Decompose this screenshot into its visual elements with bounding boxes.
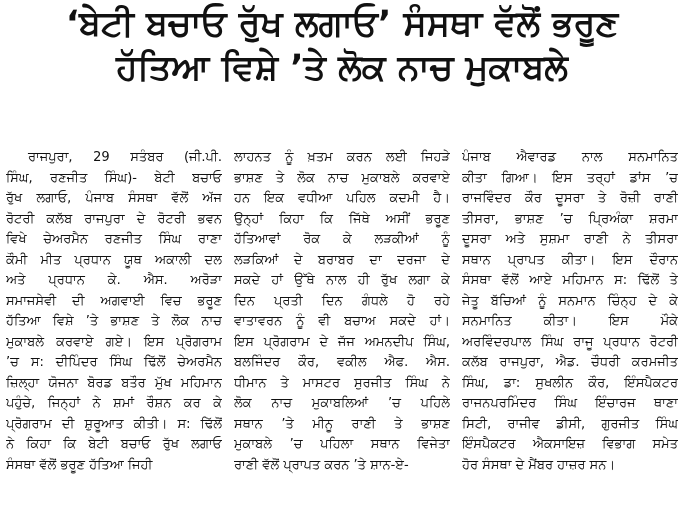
article-line: ਬਲਜਿੰਦਰ ਕੌਰ, ਵਕੀਲ ਐਫ. ਐਸ. [234, 355, 450, 370]
article-line: ਧੀਮਾਨ ਤੇ ਮਾਸਟਰ ਸੁਰਜੀਤ ਸਿੰਘ ਨੇ [234, 375, 450, 391]
article-line: ਕਲੱਬ ਰਾਜਪੁਰਾ, ਐਡ. ਚੌਧਰੀ ਕਰਮਜੀਤ [462, 355, 678, 370]
article-line: ਨੇ ਕਿਹਾ ਕਿ ਬੇਟੀ ਬਚਾਓ ਰੁੱਖ ਲਗਾਓ [6, 437, 222, 452]
article-line: ਹੋਰ ਸੰਸਥਾ ਦੇ ਮੈਂਬਰ ਹਾਜ਼ਰ ਸਨ। [462, 457, 616, 473]
article-line: ਲੜਕਿਆਂ ਦੇ ਬਰਾਬਰ ਦਾ ਦਰਜਾ ਦੇ [234, 252, 450, 268]
article-line: ਉਨ੍ਹਾਂ ਕਿਹਾ ਕਿ ਜਿੱਥੇ ਅਸੀਂ ਭਰੂਣ [234, 211, 450, 227]
article-line: ਜ਼ਿਲ੍ਹਾ ਯੋਜਨਾ ਬੋਰਡ ਬਤੌਰ ਮੁੱਖ ਮਹਿਮਾਨ [6, 375, 222, 391]
article-line: ਪੰਜਾਬ ਐਵਾਰਡ ਨਾਲ ਸਨਮਾਨਿਤ [462, 150, 678, 165]
article-line: ਭਾਸ਼ਣ ਤੇ ਲੋਕ ਨਾਚ ਮੁਕਾਬਲੇ ਕਰਵਾਏ [234, 170, 450, 186]
article-line: ਮੁਕਾਬਲੇ ’ਚ ਪਹਿਲਾ ਸਥਾਨ ਵਿਜੇਤਾ [234, 437, 450, 452]
article-line: ਮੁਕਾਬਲੇ ਕਰਵਾਏ ਗਏ। ਇਸ ਪ੍ਰੋਗਰਾਮ [6, 334, 222, 350]
article-line: ਪ੍ਰੋਗਰਾਮ ਦੀ ਸ਼ੁਰੂਆਤ ਕੀਤੀ। ਸ: ਢਿੱਲੋਂ [6, 416, 222, 432]
article-line: ਸਿੰਘ, ਰਣਜੀਤ ਸਿੰਘ)- ਬੇਟੀ ਬਚਾਓ [6, 170, 222, 186]
article-line: ਰੋਟਰੀ ਕਲੱਬ ਰਾਜਪੁਰਾ ਦੇ ਰੋਟਰੀ ਭਵਨ [6, 211, 222, 227]
article-line: ਸਿੰਘ, ਡਾ: ਸੁਖਲੀਨ ਕੌਰ, ਇੰਸਪੈਕਟਰ [462, 375, 678, 391]
article-line: ਵਿਖੇ ਚੇਅਰਮੈਨ ਰਣਜੀਤ ਸਿੰਘ ਰਾਣਾ [6, 232, 222, 247]
article-line: ਸੰਸਥਾ ਵੱਲੋਂ ਭਰੂਣ ਹੱਤਿਆ ਜਿਹੀ [6, 457, 153, 473]
article-line: ਸਮਾਜਸੇਵੀ ਦੀ ਅਗਵਾਈ ਵਿਚ ਭਰੂਣ [6, 293, 222, 309]
article-line: ਰਾਣੀ ਵੱਲੋਂ ਪ੍ਰਾਪਤ ਕਰਨ ’ਤੇ ਸ਼ਾਨ-ਏ- [234, 457, 409, 473]
article-line: ਜੇਤੂ ਬੱਚਿਆਂ ਨੂੰ ਸਨਮਾਨ ਚਿੰਨ੍ਹ ਦੇ ਕੇ [462, 293, 678, 309]
article-body [6, 148, 678, 520]
article-line: ਅਤੇ ਪ੍ਰਧਾਨ ਕੇ. ਐਸ. ਅਰੋੜਾ [6, 273, 222, 288]
article-column-2 [234, 148, 450, 520]
article-line: ਸੰਸਥਾ ਵੱਲੋਂ ਆਏ ਮਹਿਮਾਨ ਸ: ਢਿੱਲੋਂ ਤੇ [462, 273, 678, 288]
article-line: ਵਾਤਾਵਰਨ ਨੂੰ ਵੀ ਬਚਾਅ ਸਕਦੇ ਹਾਂ। [234, 314, 450, 329]
article-line: ਸਨਮਾਨਿਤ ਕੀਤਾ। ਇਸ ਮੌਕੇ [462, 314, 678, 329]
article-line: ਰਾਜਪੁਰਾ, 29 ਸਤੰਬਰ (ਜੀ.ਪੀ. [28, 150, 222, 165]
article-line: ਹੱਤਿਆ ਵਿਸ਼ੇ ’ਤੇ ਭਾਸ਼ਣ ਤੇ ਲੋਕ ਨਾਚ [6, 314, 222, 329]
article-line: ਕੀਤਾ ਗਿਆ। ਇਸ ਤਰ੍ਹਾਂ ਡਾਂਸ ’ਚ [462, 170, 678, 186]
headline-line-1: ‘ਬੇਟੀ ਬਚਾਓ ਰੁੱਖ ਲਗਾਓ’ ਸੰਸਥਾ ਵੱਲੋਂ ਭਰੂਣ [65, 4, 619, 44]
article-line: ਰਾਜਨਪਰਮਿੰਦਰ ਸਿੰਘ ਇੰਚਾਰਜ ਥਾਣਾ [462, 396, 678, 411]
article-line: ਲੋਕ ਨਾਚ ਮੁਕਾਬਲਿਆਂ ’ਚ ਪਹਿਲੇ [234, 396, 450, 411]
article-line: ਸਕਦੇ ਹਾਂ ਉੱਥੇ ਨਾਲ ਹੀ ਰੁੱਖ ਲਗਾ ਕੇ [234, 273, 450, 288]
article-line: ਰੁੱਖ ਲਗਾਓ, ਪੰਜਾਬ ਸੰਸਥਾ ਵੱਲੋਂ ਅੱਜ [6, 191, 222, 206]
article-line: ਕੌਮੀ ਮੀਤ ਪ੍ਰਧਾਨ ਯੂਥ ਅਕਾਲੀ ਦਲ [6, 252, 222, 268]
headline [6, 4, 678, 89]
article-line: ਹੱਤਿਆਵਾਂ ਰੋਕ ਕੇ ਲੜਕੀਆਂ ਨੂੰ [234, 232, 450, 247]
article-line: ਲਾਹਨਤ ਨੂੰ ਖ਼ਤਮ ਕਰਨ ਲਈ ਜਿਹੜੇ [234, 150, 450, 165]
article-line: ’ਚ ਸ: ਦੀਪਿੰਦਰ ਸਿੰਘ ਢਿੱਲੋਂ ਚੇਅਰਮੈਨ [6, 355, 222, 370]
article-line: ਇੰਸਪੈਕਟਰ ਐਕਸਾਇਜ਼ ਵਿਭਾਗ ਸਮੇਤ [462, 437, 678, 452]
article-line: ਅਰਵਿੰਦਰਪਾਲ ਸਿੰਘ ਰਾਜੂ ਪ੍ਰਧਾਨ ਰੋਟਰੀ [462, 334, 678, 350]
article-line: ਤੀਸਰਾ, ਭਾਸ਼ਣ ’ਚ ਪ੍ਰਿਅੰਕਾ ਸ਼ਰਮਾ [462, 211, 678, 227]
article-line: ਸਿਟੀ, ਰਾਜੀਵ ਡੀਸੀ, ਗੁਰਜੀਤ ਸਿੰਘ [462, 416, 678, 432]
article-line: ਦੂਸਰਾ ਅਤੇ ਸੁਸ਼ਮਾ ਰਾਣੀ ਨੇ ਤੀਸਰਾ [462, 232, 678, 247]
headline-line-2: ਹੱਤਿਆ ਵਿਸ਼ੇ ’ਤੇ ਲੋਕ ਨਾਚ ਮੁਕਾਬਲੇ [116, 48, 568, 89]
article-line: ਹਨ ਇਕ ਵਧੀਆ ਪਹਿਲ ਕਦਮੀ ਹੈ। [234, 191, 450, 206]
article-line: ਰਾਜਵਿੰਦਰ ਕੌਰ ਦੂਸਰਾ ਤੇ ਰੋਜ਼ੀ ਰਾਣੀ [462, 191, 678, 206]
article-line: ਸਥਾਨ ’ਤੇ ਮੀਨੂ ਰਾਣੀ ਤੇ ਭਾਸ਼ਣ [234, 416, 450, 432]
article-line: ਇਸ ਪ੍ਰੋਗਰਾਮ ਦੇ ਜੱਜ ਅਮਨਦੀਪ ਸਿੰਘ, [234, 334, 450, 350]
article-line: ਪਹੁੰਚੇ, ਜਿਨ੍ਹਾਂ ਨੇ ਸ਼ਮਾਂ ਰੌਸ਼ਨ ਕਰ ਕੇ [6, 396, 222, 411]
article-line: ਦਿਨ ਪ੍ਰਤੀ ਦਿਨ ਗੰਧਲੇ ਹੋ ਰਹੇ [234, 293, 450, 309]
article-column-1 [6, 148, 222, 520]
article-column-3 [462, 148, 678, 520]
article-line: ਸਥਾਨ ਪ੍ਰਾਪਤ ਕੀਤਾ। ਇਸ ਦੌਰਾਨ [462, 252, 678, 268]
